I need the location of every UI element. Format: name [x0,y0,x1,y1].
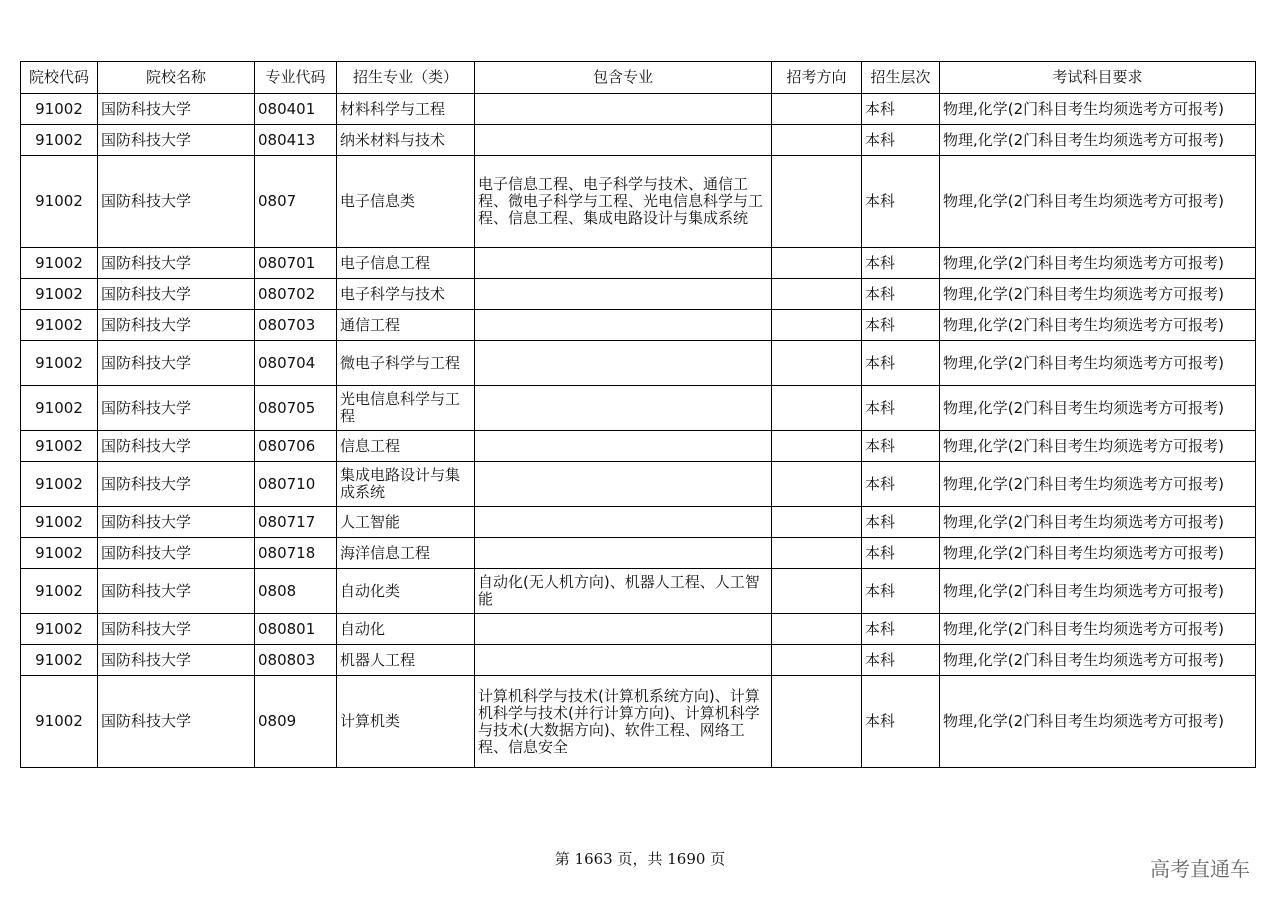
cell-includes [475,614,772,645]
cell-requirement: 物理,化学(2门科目考生均须选考方可报考) [940,310,1256,341]
table-row [21,645,1256,676]
cell-major: 纳米材料与技术 [337,125,475,156]
cell-requirement: 物理,化学(2门科目考生均须选考方可报考) [940,279,1256,310]
header-row [21,62,1256,94]
cell-major-code: 080803 [255,645,337,676]
cell-direction [772,248,862,279]
cell-requirement: 物理,化学(2门科目考生均须选考方可报考) [940,386,1256,431]
cell-school-code: 91002 [21,507,98,538]
cell-includes [475,125,772,156]
cell-requirement: 物理,化学(2门科目考生均须选考方可报考) [940,676,1256,768]
header-major-code: 专业代码 [255,62,337,94]
cell-direction [772,614,862,645]
cell-school-name: 国防科技大学 [98,125,255,156]
cell-direction [772,431,862,462]
cell-major-code: 080704 [255,341,337,386]
cell-includes [475,248,772,279]
cell-school-name: 国防科技大学 [98,279,255,310]
cell-major: 材料科学与工程 [337,94,475,125]
cell-includes [475,94,772,125]
cell-includes [475,645,772,676]
cell-major-code: 080413 [255,125,337,156]
cell-major-code: 080703 [255,310,337,341]
cell-level: 本科 [862,94,940,125]
cell-requirement: 物理,化学(2门科目考生均须选考方可报考) [940,125,1256,156]
cell-school-name: 国防科技大学 [98,676,255,768]
cell-direction [772,569,862,614]
cell-major: 通信工程 [337,310,475,341]
cell-requirement: 物理,化学(2门科目考生均须选考方可报考) [940,431,1256,462]
cell-requirement: 物理,化学(2门科目考生均须选考方可报考) [940,248,1256,279]
cell-includes: 电子信息工程、电子科学与技术、通信工程、微电子科学与工程、光电信息科学与工程、信息工程、集成电路设计与集成系统 [475,156,772,248]
cell-level: 本科 [862,341,940,386]
cell-major: 信息工程 [337,431,475,462]
cell-major: 自动化 [337,614,475,645]
cell-direction [772,125,862,156]
cell-major: 电子信息类 [337,156,475,248]
cell-major: 光电信息科学与工程 [337,386,475,431]
cell-level: 本科 [862,125,940,156]
cell-school-name: 国防科技大学 [98,462,255,507]
cell-major-code: 080701 [255,248,337,279]
cell-includes [475,538,772,569]
table-row [21,125,1256,156]
cell-school-code: 91002 [21,614,98,645]
cell-school-name: 国防科技大学 [98,341,255,386]
cell-school-name: 国防科技大学 [98,431,255,462]
cell-requirement: 物理,化学(2门科目考生均须选考方可报考) [940,507,1256,538]
cell-school-name: 国防科技大学 [98,248,255,279]
cell-direction [772,279,862,310]
cell-major: 海洋信息工程 [337,538,475,569]
cell-school-name: 国防科技大学 [98,645,255,676]
table-row [21,279,1256,310]
cell-includes [475,341,772,386]
cell-school-code: 91002 [21,462,98,507]
cell-major-code: 0808 [255,569,337,614]
cell-school-code: 91002 [21,125,98,156]
cell-includes [475,310,772,341]
cell-school-code: 91002 [21,431,98,462]
cell-level: 本科 [862,507,940,538]
cell-major: 人工智能 [337,507,475,538]
table-row [21,341,1256,386]
cell-includes [475,386,772,431]
cell-school-code: 91002 [21,341,98,386]
cell-school-name: 国防科技大学 [98,614,255,645]
cell-school-code: 91002 [21,310,98,341]
cell-major-code: 0807 [255,156,337,248]
cell-major: 机器人工程 [337,645,475,676]
cell-includes [475,462,772,507]
cell-includes [475,507,772,538]
cell-level: 本科 [862,386,940,431]
cell-direction [772,462,862,507]
cell-major-code: 080710 [255,462,337,507]
table-row [21,569,1256,614]
cell-direction [772,386,862,431]
cell-level: 本科 [862,248,940,279]
cell-school-name: 国防科技大学 [98,94,255,125]
cell-direction [772,645,862,676]
table-row [21,94,1256,125]
cell-major-code: 080801 [255,614,337,645]
cell-major-code: 080401 [255,94,337,125]
cell-school-name: 国防科技大学 [98,310,255,341]
table-row [21,431,1256,462]
cell-includes: 自动化(无人机方向)、机器人工程、人工智能 [475,569,772,614]
cell-school-code: 91002 [21,248,98,279]
cell-major-code: 080702 [255,279,337,310]
table-row [21,156,1256,248]
cell-school-code: 91002 [21,538,98,569]
cell-direction [772,341,862,386]
table-row [21,386,1256,431]
cell-school-name: 国防科技大学 [98,507,255,538]
header-direction: 招考方向 [772,62,862,94]
cell-school-code: 91002 [21,386,98,431]
table-row [21,248,1256,279]
header-requirement: 考试科目要求 [940,62,1256,94]
table-row [21,538,1256,569]
cell-major-code: 0809 [255,676,337,768]
cell-requirement: 物理,化学(2门科目考生均须选考方可报考) [940,341,1256,386]
cell-direction [772,538,862,569]
table-row [21,462,1256,507]
cell-school-code: 91002 [21,156,98,248]
cell-level: 本科 [862,279,940,310]
cell-requirement: 物理,化学(2门科目考生均须选考方可报考) [940,569,1256,614]
table-row [21,507,1256,538]
table-row [21,310,1256,341]
cell-level: 本科 [862,156,940,248]
table-row [21,676,1256,768]
cell-school-code: 91002 [21,645,98,676]
cell-school-name: 国防科技大学 [98,538,255,569]
cell-direction [772,94,862,125]
cell-requirement: 物理,化学(2门科目考生均须选考方可报考) [940,94,1256,125]
table-row [21,614,1256,645]
page-footer: 第 1663 页，共 1690 页 [554,850,726,868]
cell-level: 本科 [862,431,940,462]
admissions-table [20,61,1256,768]
cell-major-code: 080718 [255,538,337,569]
cell-major: 微电子科学与工程 [337,341,475,386]
cell-includes: 计算机科学与技术(计算机系统方向)、计算机科学与技术(并行计算方向)、计算机科学与技术(大数据方向)、软件工程、网络工程、信息安全 [475,676,772,768]
watermark-text: 高考直通车 [1150,857,1250,881]
cell-school-code: 91002 [21,279,98,310]
cell-level: 本科 [862,614,940,645]
cell-school-name: 国防科技大学 [98,156,255,248]
header-school-name: 院校名称 [98,62,255,94]
header-school-code: 院校代码 [21,62,98,94]
cell-school-name: 国防科技大学 [98,386,255,431]
cell-major: 计算机类 [337,676,475,768]
cell-level: 本科 [862,538,940,569]
header-major: 招生专业（类） [337,62,475,94]
cell-direction [772,507,862,538]
cell-direction [772,310,862,341]
cell-requirement: 物理,化学(2门科目考生均须选考方可报考) [940,156,1256,248]
cell-school-code: 91002 [21,676,98,768]
cell-requirement: 物理,化学(2门科目考生均须选考方可报考) [940,538,1256,569]
cell-includes [475,431,772,462]
cell-school-code: 91002 [21,569,98,614]
cell-school-name: 国防科技大学 [98,569,255,614]
cell-major-code: 080717 [255,507,337,538]
cell-direction [772,156,862,248]
cell-level: 本科 [862,569,940,614]
cell-major: 电子科学与技术 [337,279,475,310]
cell-level: 本科 [862,676,940,768]
header-level: 招生层次 [862,62,940,94]
cell-major-code: 080705 [255,386,337,431]
cell-level: 本科 [862,645,940,676]
cell-major: 电子信息工程 [337,248,475,279]
cell-level: 本科 [862,462,940,507]
cell-requirement: 物理,化学(2门科目考生均须选考方可报考) [940,645,1256,676]
cell-major-code: 080706 [255,431,337,462]
cell-requirement: 物理,化学(2门科目考生均须选考方可报考) [940,462,1256,507]
cell-level: 本科 [862,310,940,341]
cell-requirement: 物理,化学(2门科目考生均须选考方可报考) [940,614,1256,645]
cell-school-code: 91002 [21,94,98,125]
cell-major: 自动化类 [337,569,475,614]
cell-direction [772,676,862,768]
cell-includes [475,279,772,310]
header-includes: 包含专业 [475,62,772,94]
cell-major: 集成电路设计与集成系统 [337,462,475,507]
